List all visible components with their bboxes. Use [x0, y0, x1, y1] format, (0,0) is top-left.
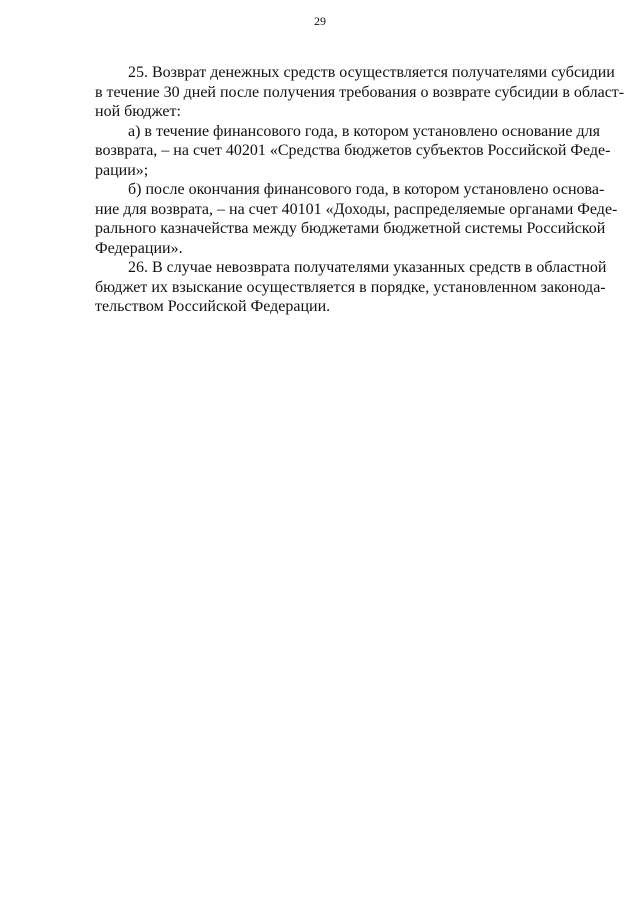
text-line: рального казначейства между бюджетами бюджетной системы Российской — [95, 220, 606, 237]
text-line: тельством Российской Федерации. — [95, 298, 331, 315]
text-line: бюджет их взыскание осуществляется в порядке, установленном законода- — [95, 278, 606, 296]
text-line: а) в течение финансового года, в котором установлено основание для — [128, 122, 600, 140]
text-line: возврата, – на счет 40201 «Средства бюджетов субъектов Российской Феде- — [95, 142, 611, 159]
paragraph-p26 — [95, 258, 607, 317]
text-line: 26. В случае невозврата получателями указанных средств в областной — [128, 259, 607, 276]
text-line: ние для возврата, – на счет 40101 «Доходы, распределяемые органами Феде- — [95, 200, 618, 218]
paragraph-pa — [95, 122, 611, 181]
document-body — [95, 63, 625, 317]
paragraph-pb — [95, 180, 618, 258]
text-line: ной бюджет: — [95, 103, 181, 120]
text-line: 25. Возврат денежных средств осуществляется получателями субсидии — [128, 64, 615, 81]
paragraph-p25 — [95, 63, 625, 122]
text-line: б) после окончания финансового года, в котором установлено основа- — [128, 181, 605, 198]
text-line: в течение 30 дней после получения требования о возврате субсидии в област- — [95, 83, 625, 101]
text-line: рации»; — [95, 161, 149, 179]
text-line: Федерации». — [95, 239, 183, 257]
page-number: 29 — [314, 14, 326, 28]
